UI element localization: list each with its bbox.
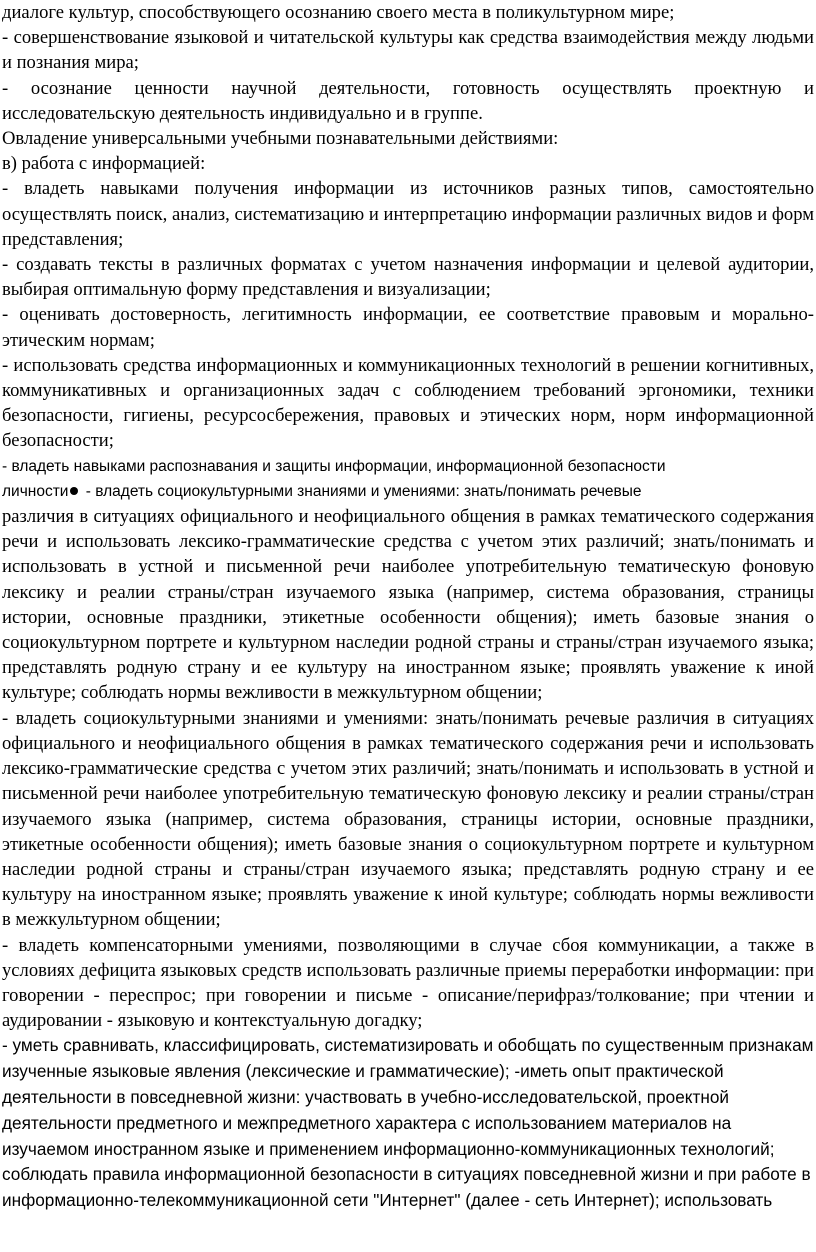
paragraph-compensatory-skills: - владеть компенсаторными умениями, позволяющими в случае сбоя коммуникации, а также в условиях дефицита языковых средств использовать различные приемы переработки информации: при говорении - переспрос; при говорении и письме - описание/перифраз/толкование; при чтении и аудировании - языковую и контекстуальную догадку;	[2, 934, 814, 1032]
paragraph-compare-classify: - уметь сравнивать, классифицировать, систематизировать и обобщать по существенным признакам изученные языковые явления (лексические и грамматические); -иметь опыт практической деятельности в повседневной жизни: участвовать в учебно-исследовательской, проектной деятельности предметного и межпредметного характера с использованием материалов на изучаемом иностранном языке и применением информационно-коммуникационных технологий; соблюдать правила информационной безопасности в ситуациях повседневной жизни и при работе в информационно-телекоммуникационной сети "Интернет" (далее - сеть Интернет); использовать	[2, 1035, 814, 1211]
paragraph-sociocultural-second: - владеть социокультурными знаниями и умениями: знать/понимать речевые различия в ситуациях официального и неофициального общения в рамках тематического содержания речи и использовать лексико-грамматические средства с учетом этих различий; знать/понимать и использовать в устной и письменной речи наиболее употребительную тематическую фоновую лексику и реалии страны/стран изучаемого языка (например, система образования, страницы истории, основные праздники, этикетные особенности общения); иметь базовые знания о социокультурном портрете и культурном наследии родной страны и страны/стран изучаемого языка; представлять родную страну и ее культуру на иностранном языке; проявлять уважение к иной культуре; соблюдать нормы вежливости в межкультурном общении;	[2, 707, 814, 931]
paragraph-ict-tools: - использовать средства информационных и коммуникационных технологий в решении когнитивных, коммуникативных и организационных задач с соблюдением требований эргономики, техники безопасности, гигиены, ресурсосбережения, правовых и этических норм, норм информационной безопасности;	[2, 354, 814, 452]
personal-label: личности	[2, 482, 69, 500]
paragraph-scientific-value: - осознание ценности научной деятельности, готовность осуществлять проектную и исследовательскую деятельность индивидуально и в группе.	[2, 77, 814, 124]
document-page	[2, 0, 814, 1214]
sociocultural-lead: - владеть социокультурными знаниями и умениями: знать/понимать речевые	[81, 482, 642, 500]
paragraph-evaluate-info: - оценивать достоверность, легитимность информации, ее соответствие правовым и морально-этическим нормам;	[2, 304, 814, 351]
paragraph-personal-security	[2, 479, 814, 504]
paragraph-section-heading: Овладение универсальными учебными познавательными действиями:	[2, 128, 559, 150]
paragraph-info-protection: - владеть навыками распознавания и защиты информации, информационной безопасности	[2, 457, 666, 475]
paragraph-create-texts: - создавать тексты в различных форматах с учетом назначения информации и целевой аудитории, выбирая оптимальную форму представления и визуализации;	[2, 254, 814, 301]
paragraph-language-culture: - совершенствование языковой и читательской культуры как средства взаимодействия между людьми и познания мира;	[2, 27, 814, 74]
paragraph-subsection-heading: в) работа с информацией:	[2, 153, 206, 175]
paragraph-intro-continuation: диалоге культур, способствующего осознанию своего места в поликультурном мире;	[2, 2, 675, 23]
paragraph-info-skills: - владеть навыками получения информации из источников разных типов, самостоятельно осуществлять поиск, анализ, систематизацию и интерпретацию информации различных видов и форм представления;	[2, 178, 814, 250]
paragraph-sociocultural-first: различия в ситуациях официального и неофициального общения в рамках тематического содержания речи и использовать лексико-грамматические средства с учетом этих различий; знать/понимать и использовать в устной и письменной речи наиболее употребительную тематическую фоновую лексику и реалии страны/стран изучаемого языка (например, система образования, страницы истории, основные праздники, этикетные особенности общения); иметь базовые знания о социокультурном портрете и культурном наследии родной страны и страны/стран изучаемого языка; представлять родную страну и ее культуру на иностранном языке; проявлять уважение к иной культуре; соблюдать нормы вежливости в межкультурном общении;	[2, 506, 814, 704]
bullet-icon	[70, 487, 78, 495]
